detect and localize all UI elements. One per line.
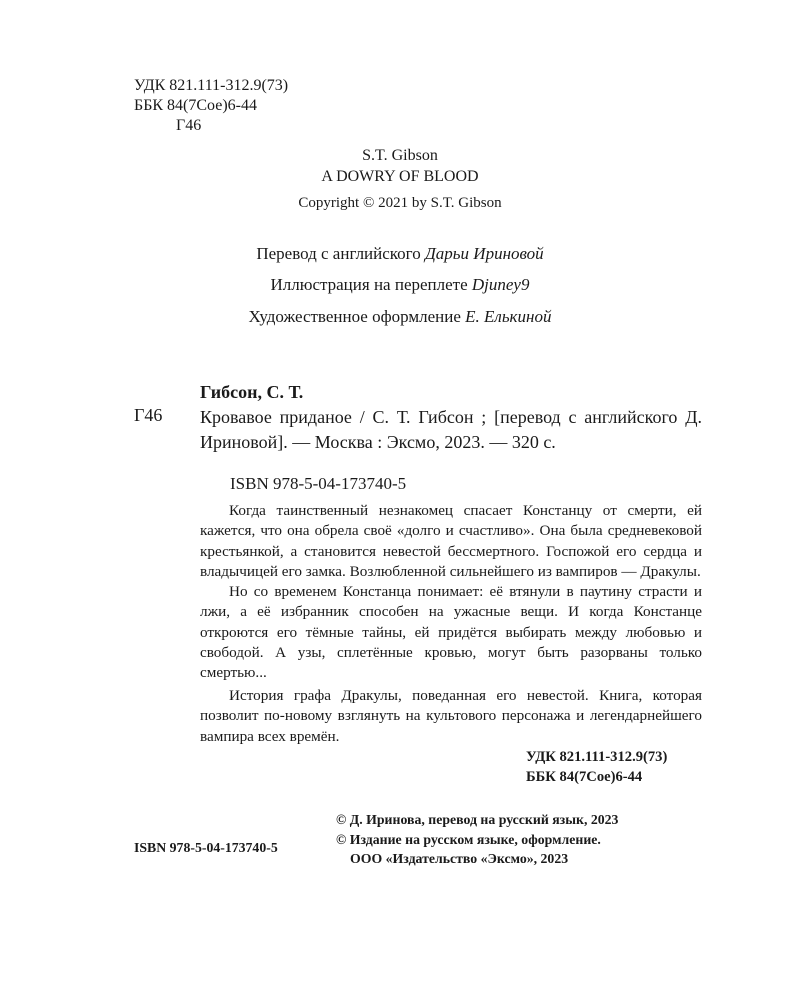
cover-label: Иллюстрация на переплете: [270, 275, 468, 294]
catalog-author: Гибсон, С. Т.: [200, 382, 304, 402]
cover-credit: [0, 275, 800, 295]
copyright-translation: © Д. Иринова, перевод на русский язык, 2023: [336, 812, 619, 827]
original-copyright: Copyright © 2021 by S.T. Gibson: [298, 195, 502, 211]
annotation-paragraph: Но со временем Констанца понимает: её втянули в паутину страсти и лжи, а её избранник способен на ужасные вещи. И когда Констанце откроются его тёмные тайны, ей придётся выбирать между любовью и свободой. А узы, сплетённые кровью, могут быть разорваны только смертью...: [200, 583, 702, 682]
udk-code: УДК 821.111-312.9(73): [134, 77, 289, 94]
annotation: [200, 501, 702, 684]
bottom-classification: [526, 747, 667, 787]
copyright-notices: [336, 810, 618, 869]
translator-name: Дарьи Ириновой: [424, 244, 544, 263]
original-title: A DOWRY OF BLOOD: [321, 168, 479, 185]
design-label: Художественное оформление: [248, 307, 461, 326]
classification-block: [134, 76, 288, 136]
translation-credit: [0, 244, 800, 264]
annotation-paragraph: Когда таинственный незнакомец спасает Констанцу от смерти, ей кажется, что она обрела своё «долго и счастливо». Она была средневековой крестьянкой, а становится невестой бессмертного. Госпожой его сердца и владычицей его замка. Возлюбленной сильнейшего из вампиров — Дракулы.: [200, 502, 702, 580]
bottom-bbk: ББК 84(7Сое)6-44: [526, 769, 643, 785]
catalog-isbn: ISBN 978-5-04-173740-5: [230, 474, 407, 493]
catalog-entry: Кровавое приданое / С. Т. Гибсон ; [перевод с английского Д. Ириновой]. — Москва : Эксмо, 2023. — 320 с.: [200, 407, 702, 452]
copyright-publisher: ООО «Издательство «Эксмо», 2023: [350, 851, 569, 866]
bottom-isbn: ISBN 978-5-04-173740-5: [134, 840, 278, 855]
illustrator-name: Djuney9: [471, 275, 530, 294]
bottom-udk: УДК 821.111-312.9(73): [526, 749, 668, 765]
original-author: S.T. Gibson: [362, 147, 438, 164]
catalog-code: Г46: [134, 405, 163, 425]
design-credit: [0, 307, 800, 327]
author-sign: Г46: [176, 117, 202, 134]
copyright-edition: © Издание на русском языке, оформление.: [336, 831, 601, 847]
designer-name: Е. Елькиной: [465, 307, 552, 326]
translation-label: Перевод с английского: [256, 244, 421, 263]
bbk-code: ББК 84(7Сое)6-44: [134, 97, 257, 114]
annotation-summary: [200, 686, 702, 747]
annotation-paragraph: История графа Дракулы, поведанная его невестой. Книга, которая позволит по-новому взглянуть на культового персонажа и легендарнейшего вампира всех времён.: [200, 687, 702, 745]
